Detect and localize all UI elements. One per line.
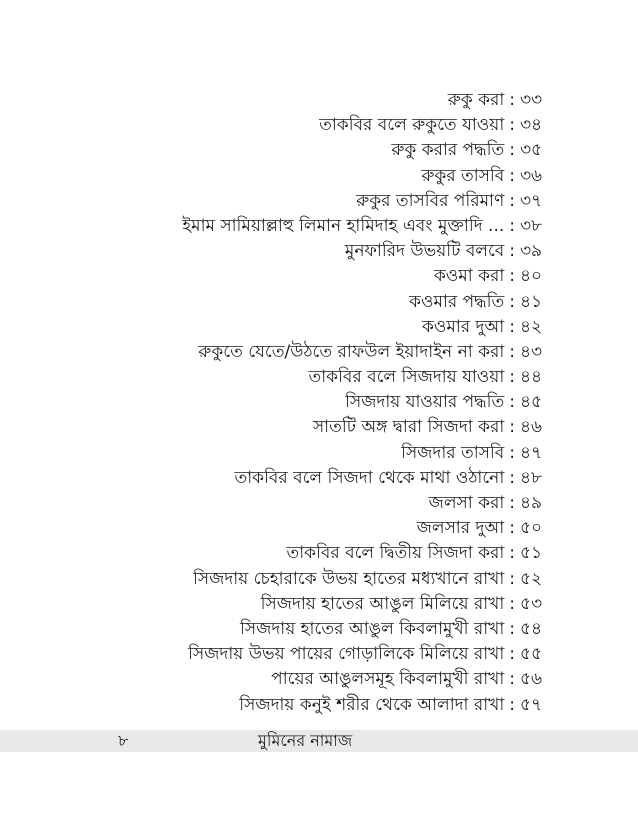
toc-separator: : (509, 190, 515, 211)
toc-entry-title: জলসার দুআ (416, 518, 505, 539)
toc-entry-page: ৫৩ (520, 593, 543, 614)
toc-entry-page: ৩৫ (520, 140, 543, 161)
toc-entry (28, 88, 548, 113)
toc-entry (28, 290, 548, 315)
toc-entry (28, 617, 548, 642)
toc-separator: : (509, 266, 515, 287)
toc-separator: : (509, 694, 515, 715)
toc-entry-page: ৩৭ (520, 190, 543, 211)
toc-entry-title: রুকুর তাসবি (421, 165, 505, 186)
toc-entry (28, 315, 548, 340)
toc-separator: : (509, 568, 515, 589)
toc-entry-page: ৫৪ (520, 618, 543, 639)
toc-entry-page: ৩৩ (520, 90, 543, 110)
toc-entry-title: সিজদায় উভয় পায়ের গোড়ালিকে মিলিয়ে রাখা (188, 644, 505, 665)
toc-separator: : (509, 90, 515, 110)
toc-separator: : (509, 518, 515, 539)
toc-entry-page: ৩৬ (520, 165, 543, 186)
toc-entry (28, 214, 548, 239)
toc-entry-page: ৪৮ (520, 467, 543, 488)
table-of-contents (28, 88, 548, 718)
toc-separator: : (509, 467, 515, 488)
toc-entry (28, 264, 548, 289)
toc-entry-page: ৫৭ (520, 694, 543, 715)
toc-separator: : (509, 115, 515, 136)
toc-separator: : (509, 392, 515, 413)
toc-entry-title: সিজদায় হাতের আঙুল মিলিয়ে রাখা (260, 593, 505, 614)
toc-entry-page: ৪০ (520, 266, 543, 287)
toc-entry-title: তাকবির বলে সিজদায় যাওয়া (308, 367, 505, 388)
toc-entry-title: সিজদায় হাতের আঙুল কিবলামুখী রাখা (240, 618, 505, 639)
toc-entry-title: কওমার পদ্ধতি (409, 291, 505, 312)
toc-entry (28, 491, 548, 516)
footer-bar (0, 730, 638, 752)
toc-separator: : (509, 442, 515, 463)
toc-entry-title: তাকবির বলে সিজদা থেকে মাথা ওঠানো (234, 467, 505, 488)
toc-entry-page: ৪৫ (520, 392, 543, 413)
toc-entry-title: তাকবির বলে রুকুতে যাওয়া (319, 115, 505, 136)
book-title: মুমিনের নামাজ (258, 731, 353, 750)
toc-entry-title: রুকু করা (447, 90, 505, 110)
toc-entry (28, 164, 548, 189)
toc-entry-page: ৪১ (520, 291, 543, 312)
toc-entry-page: ৫১ (520, 543, 543, 564)
toc-entry-page: ৪২ (520, 316, 543, 337)
toc-entry-page: ৪৩ (520, 341, 543, 362)
toc-separator: : (509, 140, 515, 161)
toc-separator: : (509, 618, 515, 639)
toc-entry (28, 466, 548, 491)
toc-entry-title: রুকুর তাসবির পরিমাণ (356, 190, 505, 211)
page-number: ৮ (118, 731, 129, 750)
toc-entry (28, 693, 548, 718)
toc-entry (28, 592, 548, 617)
toc-separator: : (509, 669, 515, 690)
toc-entry-title: কওমার দুআ (421, 316, 505, 337)
toc-entry (28, 642, 548, 667)
toc-entry (28, 567, 548, 592)
toc-entry-page: ৪৬ (520, 417, 543, 438)
toc-entry (28, 239, 548, 264)
toc-entry-page: ৩৪ (520, 115, 543, 136)
toc-entry-title: রুকুতে যেতে/উঠতে রাফউল ইয়াদাইন না করা (198, 341, 505, 362)
toc-separator: : (509, 291, 515, 312)
toc-separator: : (509, 341, 515, 362)
toc-entry-page: ৫৬ (520, 669, 543, 690)
toc-entry-page: ৫০ (520, 518, 543, 539)
toc-separator: : (509, 644, 515, 665)
toc-separator: : (509, 417, 515, 438)
toc-entry-title: জলসা করা (428, 493, 505, 513)
toc-entry-page: ৪৭ (520, 442, 543, 463)
toc-entry-page: ৩৮ (520, 215, 543, 236)
toc-entry-page: ৫২ (520, 568, 543, 589)
toc-entry-title: সিজদায় কনুই শরীর থেকে আলাদা রাখা (239, 694, 505, 715)
toc-separator: : (509, 215, 515, 236)
toc-entry (28, 390, 548, 415)
toc-separator: : (509, 165, 515, 186)
toc-separator: : (509, 367, 515, 388)
toc-entry-title: সিজদায় চেহারাকে উভয় হাতের মধ্যখানে রাখা (193, 568, 505, 589)
toc-entry-title: পায়ের আঙুলসমূহ কিবলামুখী রাখা (271, 669, 505, 690)
toc-entry-title: কওমা করা (433, 266, 505, 287)
toc-entry-title: রুকু করার পদ্ধতি (391, 140, 505, 161)
toc-entry (28, 113, 548, 138)
toc-entry-page: ৫৫ (520, 644, 543, 665)
toc-entry (28, 415, 548, 440)
toc-entry (28, 667, 548, 692)
toc-separator: : (509, 316, 515, 337)
toc-separator: : (509, 543, 515, 564)
toc-entry-title: তাকবির বলে দ্বিতীয় সিজদা করা (286, 543, 505, 564)
toc-separator: : (509, 241, 515, 262)
toc-entry-page: ৩৯ (520, 241, 543, 262)
toc-entry (28, 365, 548, 390)
toc-entry (28, 441, 548, 466)
toc-entry-title: সিজদায় যাওয়ার পদ্ধতি (345, 392, 505, 413)
toc-separator: : (509, 593, 515, 614)
toc-entry-title: ইমাম সামিয়াল্লাহু লিমান হামিদাহ এবং মুক্তাদি ... (182, 215, 505, 236)
toc-entry-title: সাতটি অঙ্গ দ্বারা সিজদা করা (312, 417, 505, 438)
toc-entry (28, 340, 548, 365)
toc-separator: : (509, 493, 515, 513)
toc-entry-title: মুনফারিদ উভয়টি বলবে (344, 241, 505, 262)
toc-entry (28, 138, 548, 163)
toc-entry (28, 541, 548, 566)
toc-entry-title: সিজদার তাসবি (401, 442, 505, 463)
toc-entry (28, 516, 548, 541)
toc-entry-page: ৪৪ (520, 367, 543, 388)
toc-entry-page: ৪৯ (520, 493, 543, 513)
toc-entry (28, 189, 548, 214)
